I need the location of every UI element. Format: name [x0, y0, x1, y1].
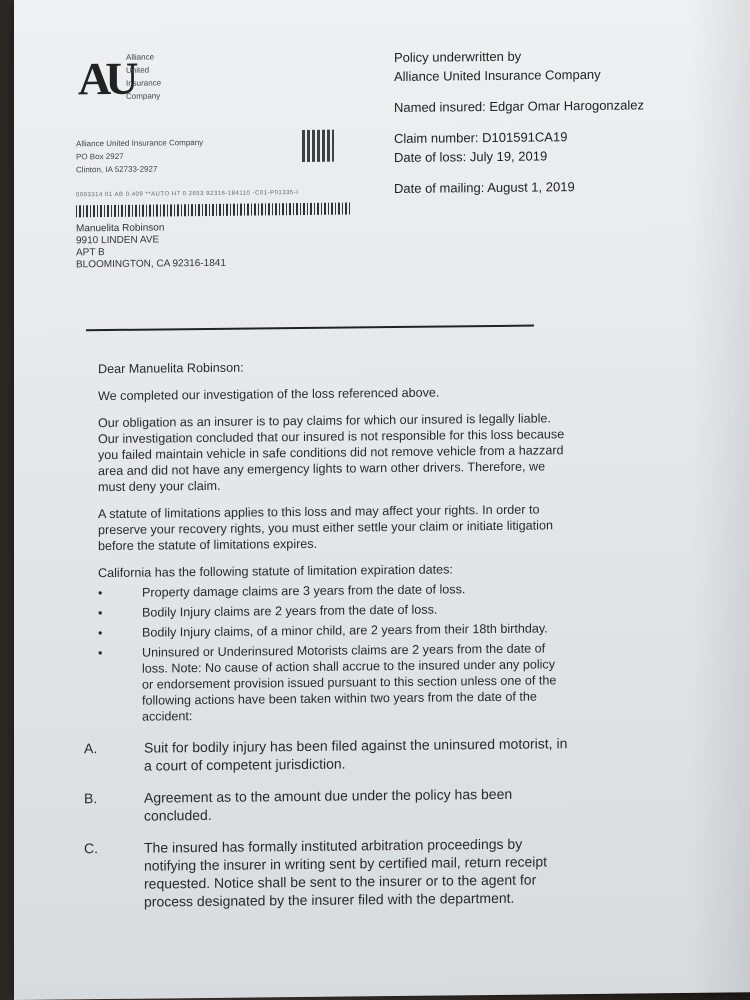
item-text: Agreement as to the amount due under the policy has been concluded.: [144, 785, 513, 824]
recipient-address: [76, 222, 226, 272]
list-item-text: Bodily Injury claims, of a minor child, are 2 years from their 18th birthday.: [142, 621, 548, 640]
divider: [86, 325, 534, 332]
paragraph: A statute of limitations applies to this loss and may affect your rights. In order to preserve your recovery rights, you must either settle your claim or initiate litigation before the statute of limitations expires.: [98, 502, 553, 554]
paragraph: We completed our investigation of the loss referenced above.: [98, 385, 440, 404]
list-item-text: Uninsured or Underinsured Motorists claims are 2 years from the date of loss. Note: No cause of action shall accrue to the insured under any policy or endorsement provision issued pursuant to this section unless one of the following actions have been taken within two years from the date of the accident:: [142, 641, 557, 724]
salutation: Dear Manuelita Robinson:: [98, 360, 244, 377]
logo-mark: AU: [78, 52, 133, 105]
claim-number: Claim number: D101591CA19: [394, 129, 568, 147]
recipient-city: BLOOMINGTON, CA 92316-1841: [76, 257, 226, 271]
lettered-item: [84, 834, 568, 911]
item-text: The insured has formally instituted arbitration proceedings by notifying the insurer in writing sent by certified mail, return receipt requested. Notice shall be sent to the insurer or to the agent for process designated by the insurer filed with the department.: [144, 835, 548, 910]
list-item: • Bodily Injury claims, of a minor child, are 2 years from their 18th birthday.: [98, 621, 548, 641]
logo-word: United: [126, 65, 150, 75]
mail-scan-line: 0003314 01 AB 0.409 **AUTO H7 0 2653 92316-184110 -C01-P01335-I: [76, 190, 299, 199]
return-address-line: Clinton, IA 52733-2927: [76, 164, 158, 175]
letter-page: [14, 0, 750, 1000]
recipient-street: 9910 LINDEN AVE: [76, 234, 160, 247]
recipient-apt: APT B: [76, 247, 105, 259]
list-item: • Bodily Injury claims are 2 years from the date of loss.: [98, 602, 438, 621]
date-of-mailing: Date of mailing: August 1, 2019: [394, 179, 575, 197]
lettered-item: [84, 784, 568, 825]
item-letter: B.: [84, 790, 98, 807]
statute-list: [98, 580, 568, 725]
paragraph: Our obligation as an insurer is to pay claims for which our insured is legally liable. Our investigation concluded that our insured is not responsible for this loss because you failed maintain vehicle in safe conditions did not remove vehicle from a hazzard area and did not have any emergency lights to warn other drivers. Therefore, we must deny your claim.: [98, 411, 565, 495]
recipient-name: Manuelita Robinson: [76, 222, 165, 235]
underwriter-name: Alliance United Insurance Company: [394, 66, 601, 85]
list-item: • Uninsured or Underinsured Motorists claims are 2 years from the date of loss. Note: No cause of action shall accrue to the insured under any policy or endorsement provision issued pursuant to this section unless one of the following actions have been taken within two years from the date of the accident:: [98, 641, 557, 724]
named-insured: Named insured: Edgar Omar Harogonzalez: [394, 97, 645, 116]
paragraph: California has the following statute of limitation expiration dates:: [98, 562, 453, 581]
return-address-line: PO Box 2927: [76, 151, 124, 162]
item-text: Suit for bodily injury has been filed against the uninsured motorist, in a court of competent jurisdiction.: [144, 735, 568, 774]
underwritten-label: Policy underwritten by: [394, 48, 522, 66]
letter-body: [84, 356, 568, 925]
policy-info: [394, 45, 644, 198]
lettered-item: [84, 734, 568, 775]
logo-words: [126, 50, 161, 102]
return-address-line: Alliance United Insurance Company: [76, 138, 204, 149]
list-item-text: Bodily Injury claims are 2 years from the date of loss.: [142, 602, 438, 620]
list-item-text: Property damage claims are 3 years from the date of loss.: [142, 582, 466, 600]
company-logo: [78, 50, 178, 111]
item-letter: C.: [84, 840, 98, 857]
item-letter: A.: [84, 740, 98, 757]
page-shadow: [690, 0, 750, 993]
return-address: [76, 136, 203, 176]
date-of-loss: Date of loss: July 19, 2019: [394, 148, 548, 166]
logo-word: Alliance: [126, 52, 155, 62]
list-item: • Property damage claims are 3 years from the date of loss.: [98, 582, 466, 601]
action-list: [84, 734, 568, 911]
qr-code-icon: [302, 130, 334, 162]
postal-barcode: [76, 202, 352, 217]
logo-word: Company: [126, 91, 161, 101]
logo-word: Insurance: [126, 78, 162, 88]
